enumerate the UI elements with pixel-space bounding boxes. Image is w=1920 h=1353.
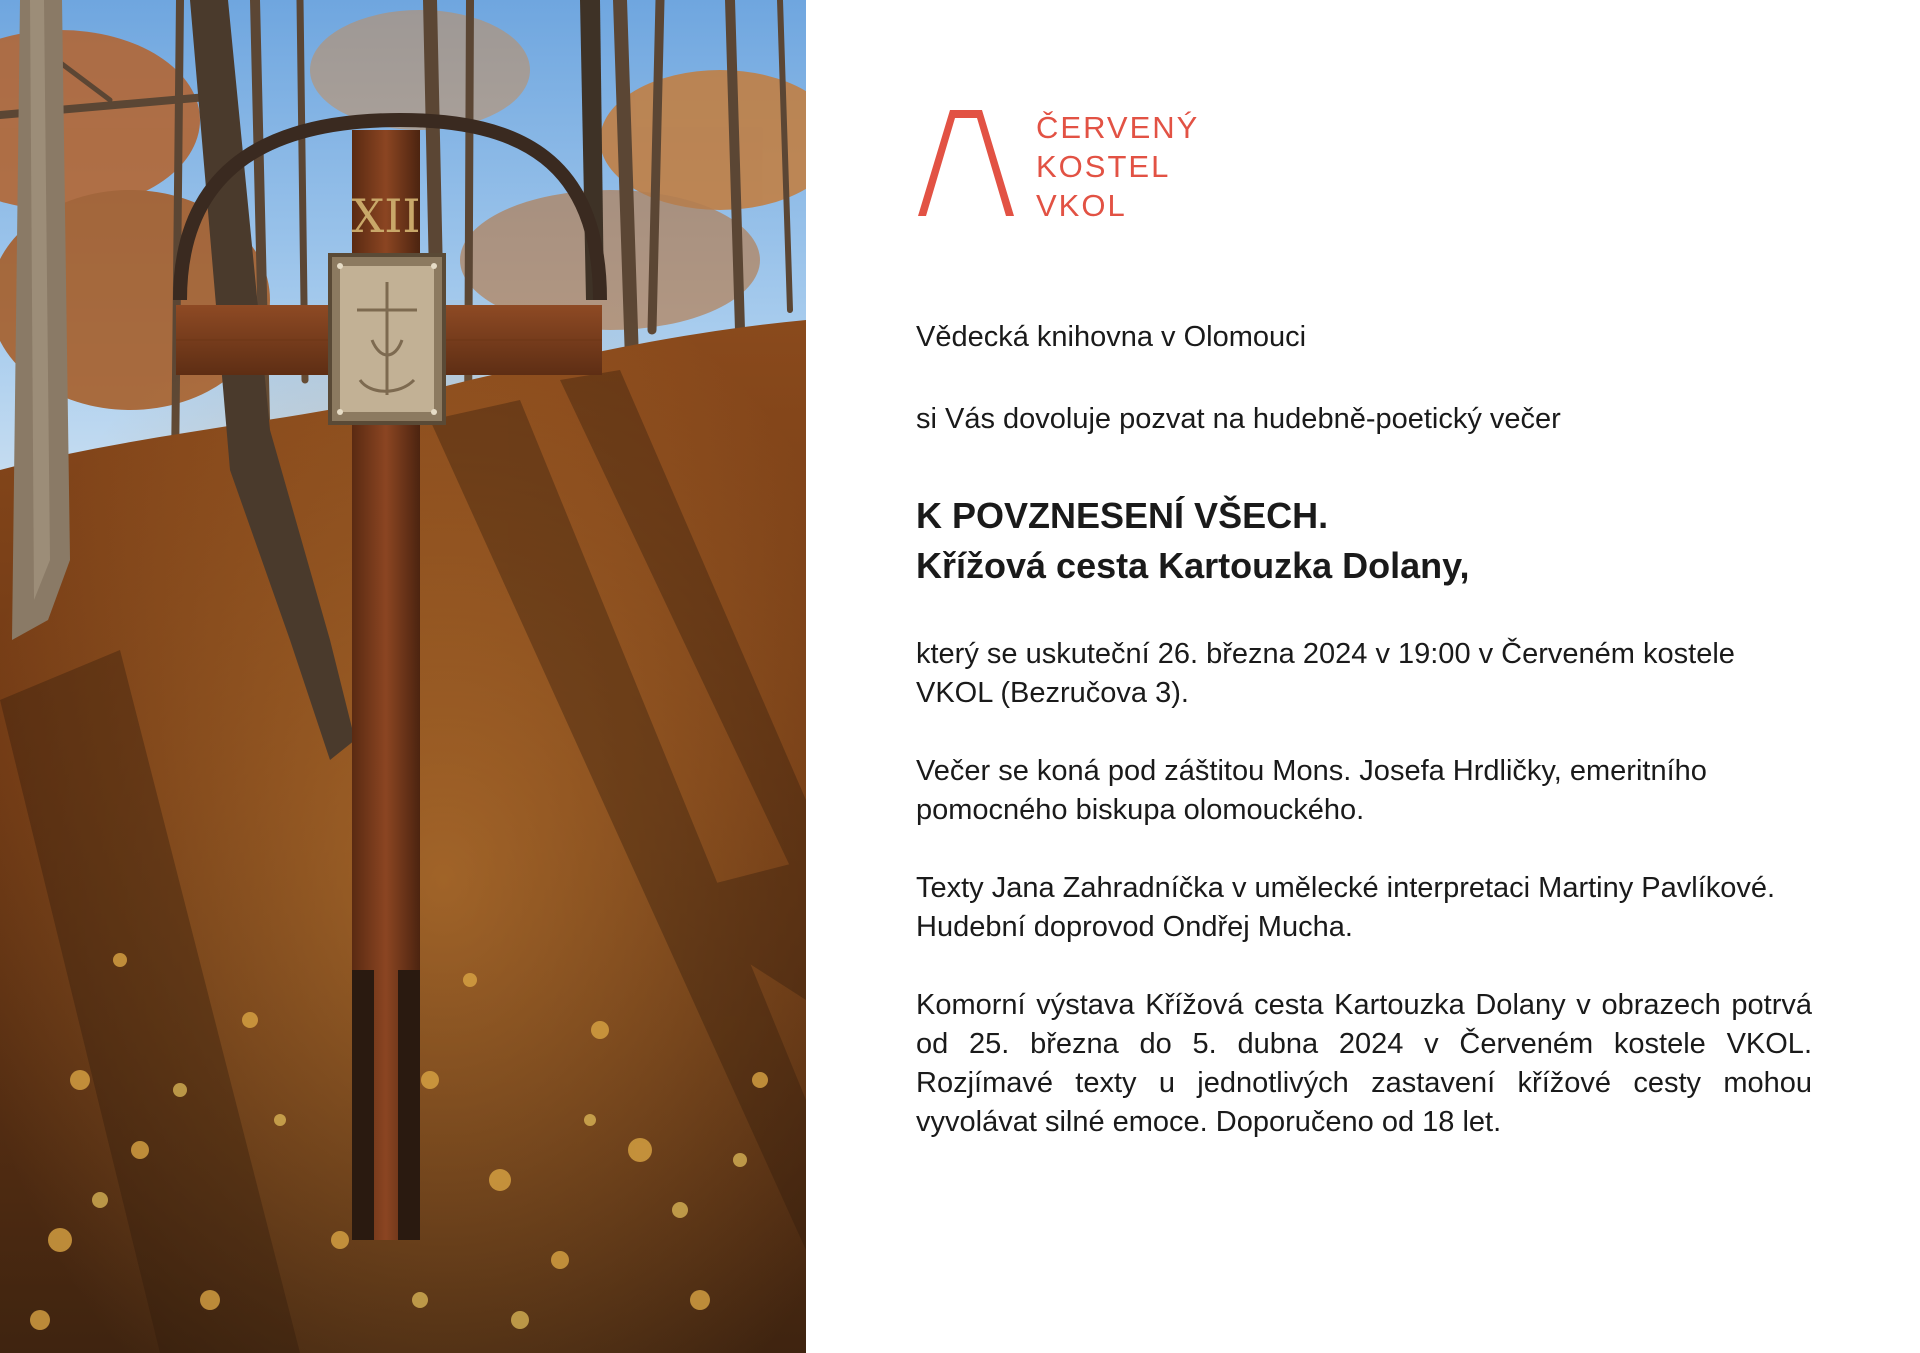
- performers-paragraph: Texty Jana Zahradníčka v umělecké interpretaci Martiny Pavlíkové. Hudební doprovod Ondřej Mucha.: [916, 872, 1776, 943]
- exhibition-paragraph: Komorní výstava Křížová cesta Kartouzka Dolany v obrazech potrvá od 25. března do 5. dubna 2024 v Červeném kostele VKOL. Rozjímavé texty u jednotlivých zastavení křížové cesty mohou vyvolávat silné emoce. Doporučeno od 18 let.: [916, 989, 1812, 1138]
- organizer-line: Vědecká knihovna v Olomouci: [916, 321, 1307, 353]
- cross-photo: [0, 0, 806, 1353]
- invitation-text: [916, 318, 1812, 1181]
- logo-mark-icon: [916, 110, 1016, 216]
- patronage-paragraph: Večer se koná pod záštitou Mons. Josefa Hrdličky, emeritního pomocného biskupa olomouckého.: [916, 755, 1707, 826]
- invite-line: si Vás dovoluje pozvat na hudebně-poetický večer: [916, 403, 1561, 435]
- cross-numeral: XII: [351, 189, 421, 243]
- logo-line-1: ČERVENÝ: [1036, 110, 1200, 145]
- event-title-line-2: Křížová cesta Kartouzka Dolany,: [916, 545, 1470, 586]
- cerveny-kostel-logo: [916, 108, 1216, 223]
- logo-line-3: VKOL: [1036, 188, 1127, 223]
- logo-line-2: KOSTEL: [1036, 149, 1171, 184]
- event-details: který se uskuteční 26. března 2024 v 19:00 v Červeném kostele VKOL (Bezručova 3).: [916, 638, 1735, 709]
- logo-text: [1036, 108, 1199, 225]
- event-title: [916, 491, 1812, 591]
- event-title-line-1: K POVZNESENÍ VŠECH.: [916, 495, 1329, 536]
